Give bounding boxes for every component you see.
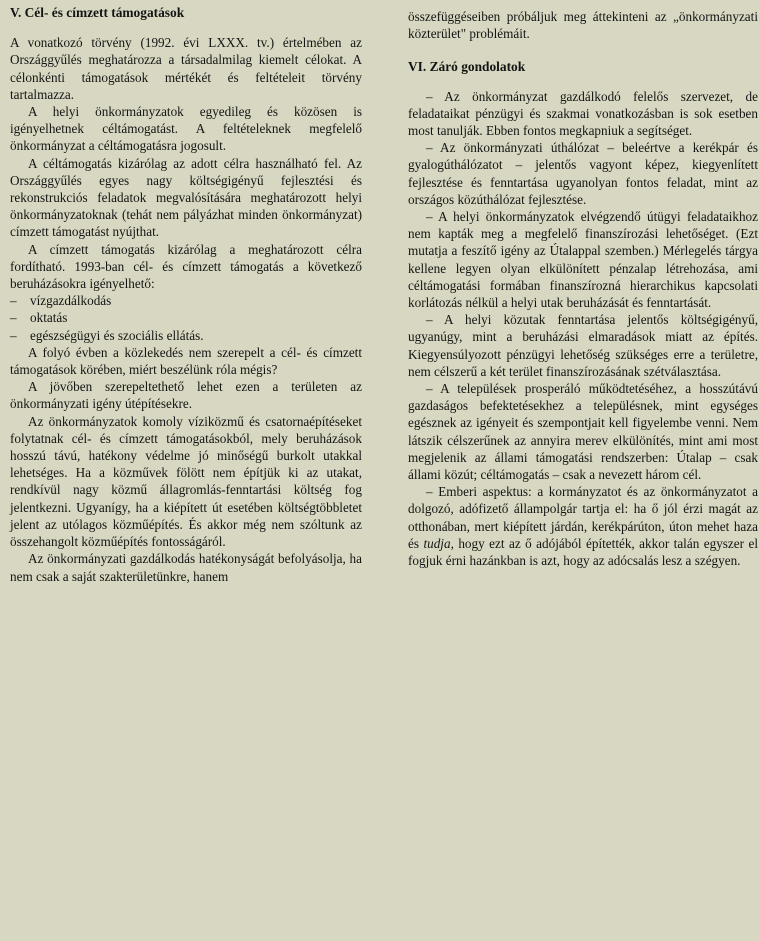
italic-word: tudja	[423, 535, 451, 551]
paragraph: A jövőben szerepeltethető lehet ezen a területen az önkormányzati igény útépítésekre.	[10, 379, 362, 412]
paragraph: – A helyi közutak fenntartása jelentős költségigényű, ugyanúgy, mint a beruházási elmaradások miatt az építés. Kiegyensúlyozott pénzügyi lehetőség szükséges erre a területre, nem célszerű a két terület finanszírozásának szétválasztása.	[408, 312, 758, 379]
list-item-text: egészségügyi és szociális ellátás.	[30, 327, 204, 343]
list-item	[10, 327, 362, 344]
paragraph: Az önkormányzati gazdálkodás hatékonyságát befolyásolja, ha nem csak a saját szakterületünkre, hanem	[10, 551, 362, 584]
left-column	[10, 4, 362, 585]
list-item	[10, 292, 362, 309]
section-heading-vi: VI. Záró gondolatok	[408, 59, 526, 75]
list-dash: –	[10, 293, 17, 309]
paragraph: Az önkormányzatok komoly víziközmű és csatornaépítéseket folytatnak cél- és címzett támogatásokból, mely beruházások hosszú távú, hatékony védelme jó minőségű burkolt utakkal lehetséges. Ha a közművek fölött nem építjük ki az utakat, rendkívül nagy közmű állagromlás-fenntartási költség fog jelentkezni. Ugyanígy, ha a kiépített út esetében költségtöbbletet jelent az utólagos közműépítés. És akkor még nem szóltunk az összehangolt közműépítés fontosságáról.	[10, 413, 362, 550]
paragraph: – A települések prosperáló működtetéséhez, a hosszútávú gazdaságos befektetésekhez a településnek, mint egységes egésznek az igényeit és szempontjait kell figyelembe venni. Nem látszik célszerűnek az annyira merev elkülönítés, mint ami most megjelenik az állami támogatási rendszerben: Útalap – csak állami közút; céltámogatás – csak a nevezett három cél.	[408, 381, 758, 483]
continued-paragraph: összefüggéseiben próbáljuk meg áttekinteni az „önkormányzati közterület" problémáit.	[408, 9, 758, 42]
paragraph: A folyó évben a közlekedés nem szerepelt a cél- és címzett támogatások körében, miért beszélünk róla mégis?	[10, 344, 362, 378]
list-item	[10, 309, 362, 326]
text-segment: , hogy ezt az ő adójából építették, akkor talán egyszer el fogjuk érni hazánkban is azt, hogy az adócsalás lesz a szégyen.	[408, 535, 758, 569]
list-dash: –	[10, 310, 17, 326]
investment-list	[10, 292, 362, 344]
section-heading-v: V. Cél- és címzett támogatások	[10, 5, 185, 20]
paragraph: A címzett támogatás kizárólag a meghatározott célra fordítható. 1993-ban cél- és címzett támogatás a következő beruházásokra igényelhető:	[10, 241, 362, 292]
list-dash: –	[10, 327, 17, 343]
paragraph: A céltámogatás kizárólag az adott célra használható fel. Az Országgyűlés egyes nagy költségigényű fejlesztési és rekonstrukciós feladatok megvalósítására meghatározott helyi önkormányzatoknak (tehát nem pályázhat minden önkormányzat) címzett támogatást nyújthat.	[10, 155, 362, 240]
list-item-text: oktatás	[30, 310, 68, 326]
paragraph: A helyi önkormányzatok egyedileg és közösen is igényelhetnek céltámogatást. A feltételeknek megfelelő önkormányzat a céltámogatásra jogosult.	[10, 104, 362, 154]
paragraph-human-aspect	[408, 483, 758, 569]
paragraph: – Az önkormányzati úthálózat – beleértve a kerékpár és gyalogúthálózatot – jelentős vagyont képez, kiegyenlített fejlesztése és fenntartása ugyanolyan fontos feladat, mint az országos közúthálózat fejlesztése.	[408, 140, 758, 207]
paragraph: – A helyi önkormányzatok elvégzendő útügyi feladataikhoz nem kapták meg a megfelelő finanszírozási lehetőséget. (Ezt mutatja a feszítő igény az Útalappal szemben.) Mérlegelés tárgya kellene legyen olyan elkülönített pénzalap létrehozása, ami céltámogatási formában finanszírozná hierarchikus kapcsolati korlátozás nélkül a helyi utak beruházását és fenntartását.	[408, 209, 758, 311]
right-column	[408, 8, 758, 569]
list-item-text: vízgazdálkodás	[30, 293, 112, 309]
text-segment: – Emberi aspektus: a kormányzatot és az önkormányzatot a dolgozó, adófizető állampolgár tartja el: ha ő jól érzi magát az otthonában, mert kiépített járdán, kerékpárúton, úton mehet haza és	[408, 484, 758, 551]
paragraph: – Az önkormányzat gazdálkodó felelős szervezet, de feladataikat pénzügyi és szakmai vonatkozásban is sok esetben most tanulják. Ebben fontos megkapniuk a segítséget.	[408, 88, 758, 139]
paragraph: A vonatkozó törvény (1992. évi LXXX. tv.) értelmében az Országgyűlés meghatározza a társadalmilag kiemelt célokat. A célonkénti támogatások mértékét és feltételeit törvény tartalmazza.	[10, 35, 362, 102]
